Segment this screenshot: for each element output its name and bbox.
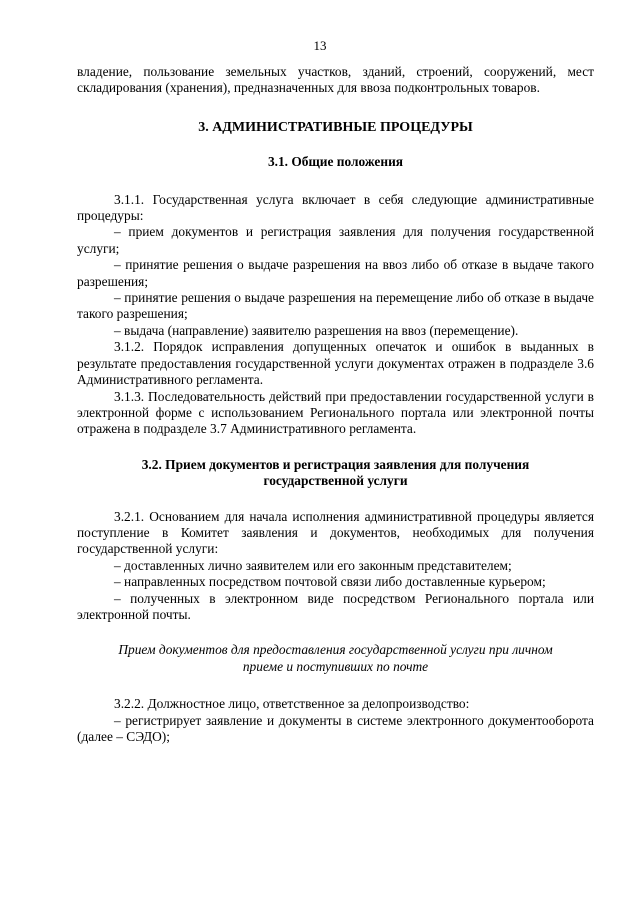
list-item: – принятие решения о выдаче разрешения на перемещение либо об отказе в выдаче такого разрешения; bbox=[77, 290, 594, 322]
subsection-3-2-title-line1: 3.2. Прием документов и регистрация заявления для получения bbox=[141, 456, 530, 472]
paragraph-3-2-1: 3.2.1. Основанием для начала исполнения административной процедуры является поступление в Комитет заявления и документов, необходимых для получения государственной услуги: bbox=[77, 508, 594, 557]
list-item: – принятие решения о выдаче разрешения на ввоз либо об отказе в выдаче такого разрешения; bbox=[77, 257, 594, 289]
italic-subheading bbox=[77, 642, 594, 675]
intro-paragraph: владение, пользование земельных участков, зданий, строений, сооружений, мест складирования (хранения), предназначенных для ввоза подконтрольных товаров. bbox=[77, 64, 594, 96]
italic-subheading-line2: приеме и поступивших по почте bbox=[242, 658, 429, 674]
paragraph-3-1-2: 3.1.2. Порядок исправления допущенных опечаток и ошибок в выданных в результате предоставления государственной услуги документах отражен в подразделе 3.6 Административного регламента. bbox=[77, 339, 594, 388]
paragraph-3-2-2: 3.2.2. Должностное лицо, ответственное за делопроизводство: bbox=[114, 696, 470, 712]
subsection-3-2-title bbox=[77, 457, 594, 490]
list-item: – полученных в электронном виде посредством Регионального портала или электронной почты. bbox=[77, 590, 594, 622]
list-item: – выдача (направление) заявителю разрешения на ввоз (перемещение). bbox=[114, 322, 519, 338]
section-3-title: 3. АДМИНИСТРАТИВНЫЕ ПРОЦЕДУРЫ bbox=[198, 119, 473, 135]
list-item: – регистрирует заявление и документы в системе электронного документооборота (далее – СЭДО); bbox=[77, 712, 594, 744]
list-item: – направленных посредством почтовой связи либо доставленные курьером; bbox=[114, 574, 546, 590]
subsection-3-1-title: 3.1. Общие положения bbox=[267, 154, 404, 170]
document-body bbox=[77, 64, 594, 745]
paragraph-3-1-3: 3.1.3. Последовательность действий при предоставлении государственной услуги в электронной форме с использованием Регионального портала или электронной почты отражена в подразделе 3.7 Административного регламента. bbox=[77, 388, 594, 437]
subsection-3-2-title-line2: государственной услуги bbox=[263, 473, 408, 489]
list-item: – прием документов и регистрация заявления для получения государственной услуги; bbox=[77, 224, 594, 256]
list-item: – доставленных лично заявителем или его законным представителем; bbox=[114, 557, 512, 573]
italic-subheading-line1: Прием документов для предоставления государственной услуги при личном bbox=[118, 642, 553, 658]
paragraph-3-1-1: 3.1.1. Государственная услуга включает в себя следующие административные процедуры: bbox=[77, 191, 594, 224]
page-number: 13 bbox=[313, 38, 327, 53]
